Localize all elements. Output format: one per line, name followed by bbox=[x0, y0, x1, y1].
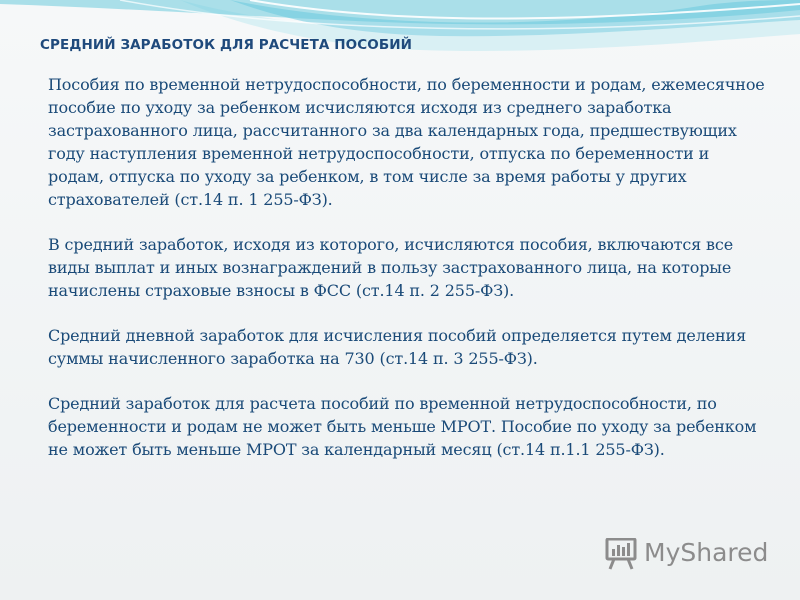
slide-title: СРЕДНИЙ ЗАРАБОТОК ДЛЯ РАСЧЕТА ПОСОБИЙ bbox=[40, 37, 413, 53]
paragraph-3: Средний дневной заработок для исчисления пособий определяется путем деления суммы начисленного заработка на 730 (ст.14 п. 3 255-ФЗ). bbox=[48, 326, 747, 368]
paragraph-4: Средний заработок для расчета пособий по временной нетрудоспособности, по беременности и родам не может быть меньше МРОТ. Пособие по уходу за ребенком не может быть меньше МРОТ за календарный месяц (ст.14 п.1.1 255-ФЗ). bbox=[48, 394, 757, 459]
presentation-board-icon bbox=[604, 538, 638, 570]
paragraph-2: В средний заработок, исходя из которого, исчисляются пособия, включаются все виды выплат и иных вознаграждений в пользу застрахованного лица, на которые начислены страховые взносы в ФСС (ст.14 п. 2 255-ФЗ). bbox=[48, 235, 734, 300]
watermark-text: MyShared bbox=[644, 538, 769, 567]
paragraph-1: Пособия по временной нетрудоспособности, по беременности и родам, ежемесячное пособие по уходу за ребенком исчисляются исходя из среднего заработка застрахованного лица, рассчитанного за два календарных года, предшествующих году наступления временной нетрудоспособности, отпуска по беременности и родам, отпуска по уходу за ребенком, в том числе за время работы у других страхователей (ст.14 п. 1 255-ФЗ). bbox=[48, 75, 765, 209]
watermark-logo bbox=[604, 536, 769, 572]
slide-body bbox=[48, 73, 766, 483]
